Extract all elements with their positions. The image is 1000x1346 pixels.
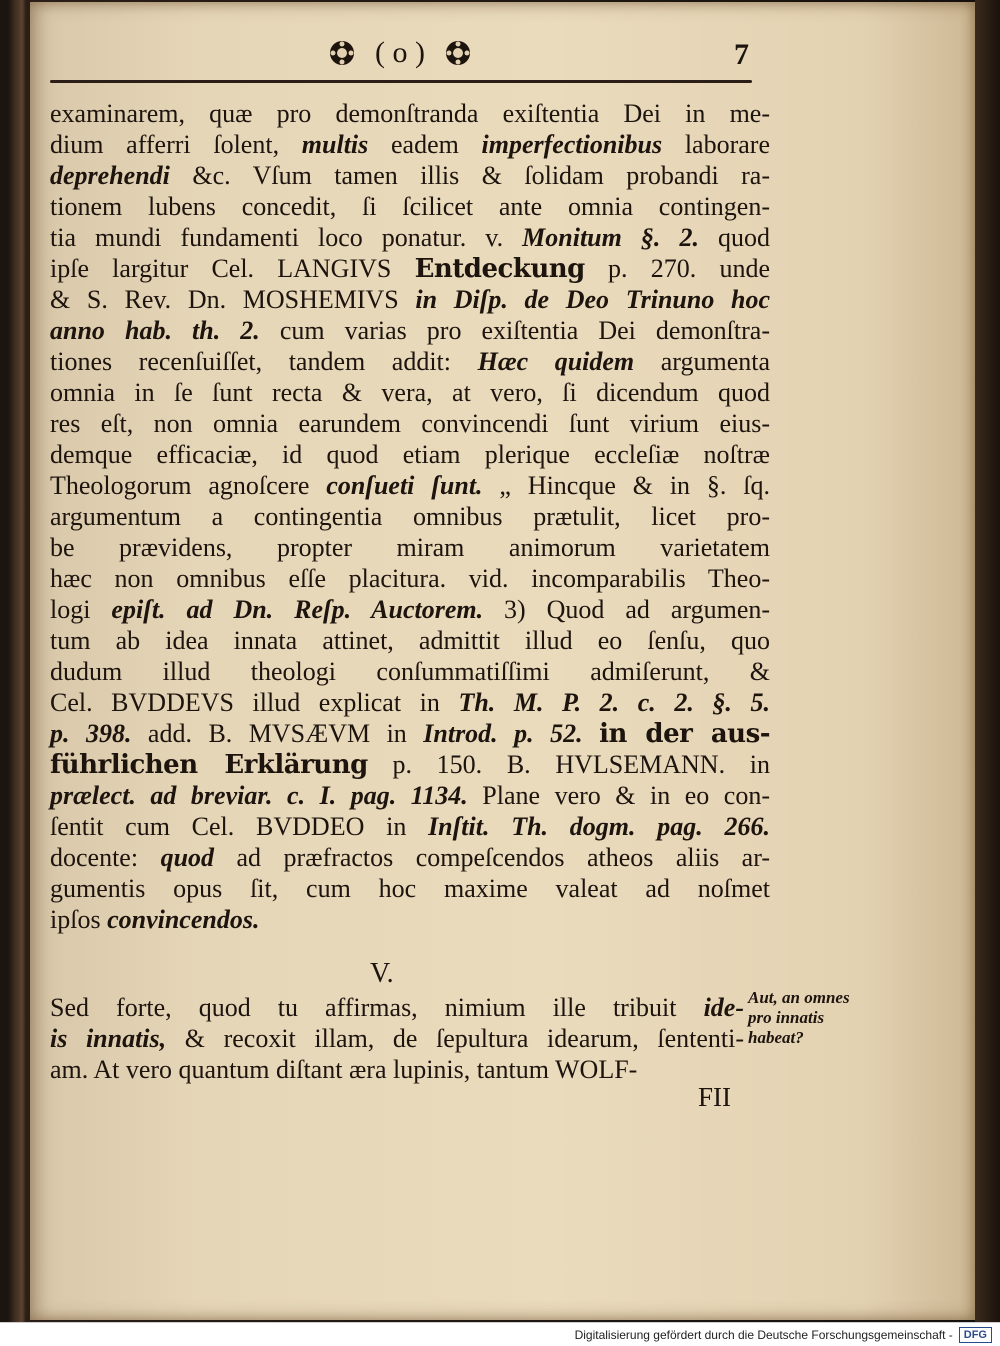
text-run: be prævidens, propter miram animorum varietatem [50, 533, 770, 562]
italic-run: imperfectionibus [481, 130, 663, 159]
text-line [50, 439, 770, 470]
text-line [50, 687, 770, 718]
text-run: dium afferri ſolent, [50, 130, 302, 159]
text-run: res eſt, non omnia earundem convincendi ſunt virium eius- [50, 409, 770, 438]
text-run: p. 150. B. HVLSEMANN. in [367, 750, 770, 779]
text-run: ipſe largitur Cel. LANGIVS [50, 254, 415, 283]
text-run: logi [50, 595, 112, 624]
text-run: add. B. MVSÆVM in [131, 719, 424, 748]
italic-run: Introd. p. 52. [423, 719, 583, 748]
text-run: Sed forte, quod tu affirmas, nimium ille tribuit [50, 993, 704, 1022]
text-run: demque efficaciæ, id quod etiam plerique eccleſiæ noſtræ [50, 440, 770, 469]
digitization-footer [0, 1322, 1000, 1346]
italic-run: Th. M. P. 2. c. 2. §. 5. [458, 688, 770, 717]
text-run: argumenta [634, 347, 771, 376]
text-run: docente: [50, 843, 161, 872]
footer-credit: Digitalisierung gefördert durch die Deutsche Forschungsgemeinschaft - [574, 1327, 953, 1342]
fraktur-run: Entdeckung [414, 254, 585, 284]
text-run: gumentis opus ſit, cum hoc maxime valeat ad noſmet [50, 874, 770, 903]
text-run: dudum illud theologi conſummatiſſimi admiſerunt, & [50, 657, 770, 686]
italic-run: multis [301, 130, 369, 159]
text-run: ipſos [50, 905, 108, 934]
text-line [50, 98, 770, 129]
text-line [50, 222, 770, 253]
text-run: Theologorum agnoſcere [50, 471, 327, 500]
text-run: ſentit cum Cel. BVDDEO in [50, 812, 429, 841]
text-run: tiones recenſuiſſet, tandem addit: [50, 347, 478, 376]
page-header [280, 30, 520, 76]
catchword: FII [698, 1082, 731, 1112]
text-line [50, 842, 770, 873]
text-line [50, 501, 770, 532]
text-run: ad præfractos compeſcendos atheos aliis ar- [214, 843, 771, 872]
page-number: 7 [734, 38, 749, 71]
text-line [50, 284, 770, 315]
fraktur-run: in der aus- [599, 719, 771, 749]
text-run: eadem [368, 130, 482, 159]
italic-run: is innatis, [50, 1024, 167, 1053]
italic-run: prælect. ad breviar. c. I. pag. 1134. [50, 781, 468, 810]
text-run: argumentum a contingentia omnibus prætulit, licet pro- [50, 502, 770, 531]
text-line [50, 873, 770, 904]
italic-run: in Diſp. de Deo Trinuno hoc [415, 285, 770, 314]
text-run: laborare [662, 130, 770, 159]
text-run: examinarem, quæ pro demonſtranda exiſtentia Dei in me- [50, 99, 770, 128]
text-run: Cel. BVDDEVS illud explicat in [50, 688, 459, 717]
text-run: „ Hincque & in §. ſq. [482, 471, 770, 500]
text-line [50, 1023, 744, 1054]
text-line [50, 191, 770, 222]
text-line [50, 377, 770, 408]
text-line [50, 718, 770, 749]
section-heading: V. [370, 958, 394, 989]
text-line [50, 532, 770, 563]
italic-run: Hæc quidem [477, 347, 635, 376]
italic-run: epiſt. ad Dn. Reſp. Auctorem. [111, 595, 484, 624]
italic-run: quod [160, 843, 215, 872]
text-run: tionem lubens concedit, ſi ſcilicet ante omnia contingen- [50, 192, 770, 221]
dfg-logo: DFG [959, 1327, 992, 1343]
text-line [50, 470, 770, 501]
text-line [50, 780, 770, 811]
book-page [30, 2, 975, 1320]
text-line [50, 749, 770, 780]
text-run: am. At vero quantum diſtant æra lupinis, tantum WOLF- [50, 1055, 638, 1084]
header-rule [50, 80, 752, 83]
text-line [50, 594, 770, 625]
text-run: Plane vero & in eo con- [467, 781, 770, 810]
text-line [50, 346, 770, 377]
text-run: cum varias pro exiſtentia Dei demonſtra- [259, 316, 770, 345]
text-line [50, 904, 770, 935]
text-line [50, 129, 770, 160]
fleuron-right-icon [443, 38, 473, 68]
text-run: hæc non omnibus eſſe placitura. vid. incomparabilis Theo- [50, 564, 770, 593]
text-run: 3) Quod ad argumen- [483, 595, 771, 624]
text-line [50, 160, 770, 191]
text-line [50, 625, 770, 656]
italic-run: ide- [703, 993, 744, 1022]
text-run: omnia in ſe ſunt recta & vera, at vero, ſi dicendum quod [50, 378, 770, 407]
italic-run: deprehendi [50, 161, 170, 190]
italic-run: conſueti ſunt. [326, 471, 483, 500]
text-line [50, 408, 770, 439]
book-edge [975, 0, 1000, 1322]
text-run [583, 719, 599, 748]
fraktur-run: führlichen Erklärung [50, 750, 368, 780]
paragraph-main [50, 98, 770, 935]
italic-run: anno hab. th. 2. [50, 316, 260, 345]
text-line [50, 563, 770, 594]
fleuron-left-icon [327, 38, 357, 68]
text-run: quod [698, 223, 770, 252]
text-run: & recoxit illam, de ſepultura idearum, ſententi- [166, 1024, 744, 1053]
text-line [50, 811, 770, 842]
text-run: p. 270. unde [584, 254, 770, 283]
signature-mark: ( o ) [375, 36, 425, 69]
italic-run: convincendos. [107, 905, 260, 934]
text-run: & S. Rev. Dn. MOSHEMIVS [50, 285, 416, 314]
text-line [50, 1054, 744, 1085]
paragraph-section-v [50, 992, 744, 1085]
italic-run: Inſtit. Th. dogm. pag. 266. [428, 812, 770, 841]
text-run: tia mundi fundamenti loco ponatur. v. [50, 223, 523, 252]
text-run: tum ab idea innata attinet, admittit illud eo ſenſu, quo [50, 626, 770, 655]
text-run: &c. Vſum tamen illis & ſolidam probandi ra- [169, 161, 770, 190]
text-line [50, 992, 744, 1023]
text-line [50, 656, 770, 687]
italic-run: p. 398. [50, 719, 132, 748]
text-line [50, 253, 770, 284]
text-line [50, 315, 770, 346]
italic-run: Monitum §. 2. [522, 223, 699, 252]
marginal-note: Aut, an omnes pro innatis habeat? [748, 988, 850, 1047]
